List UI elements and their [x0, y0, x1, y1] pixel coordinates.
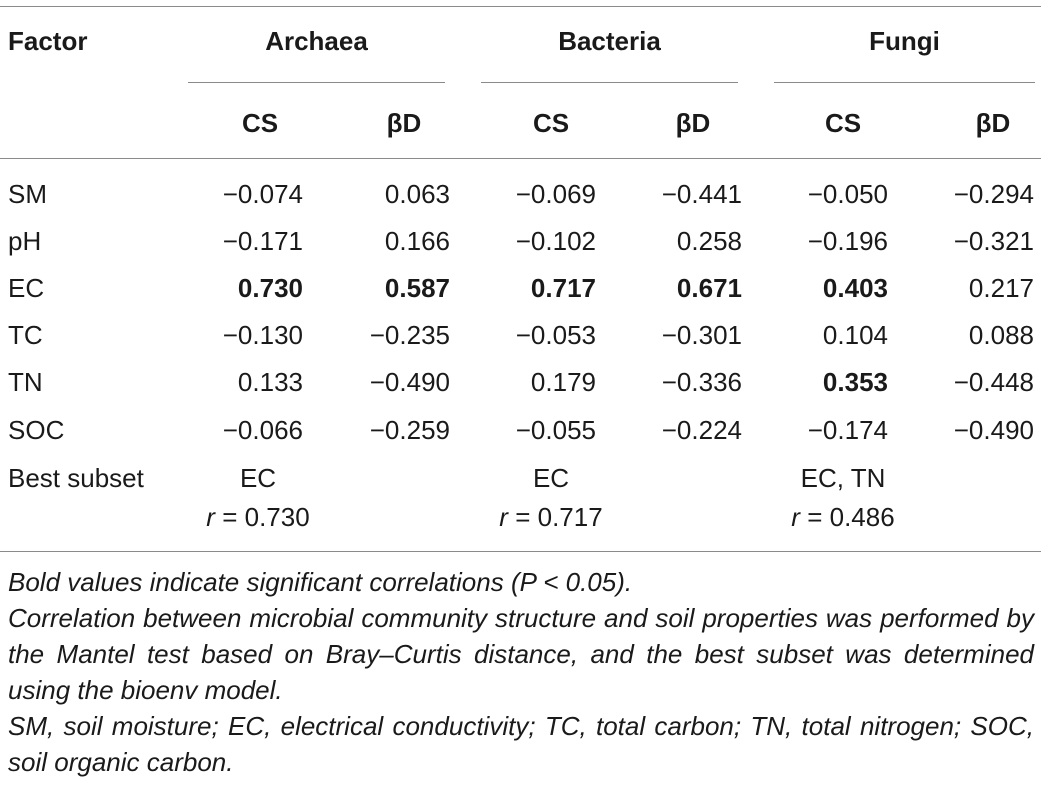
table-cell: −0.321	[953, 226, 1034, 256]
r-symbol: r	[499, 502, 508, 532]
factor-header: Factor	[8, 26, 88, 56]
best-subset-fungi-vars: EC, TN	[800, 463, 886, 493]
table-cell: 0.166	[384, 226, 450, 256]
table-cell: −0.301	[661, 320, 742, 350]
bacteria-group-rule	[481, 82, 738, 83]
row-factor-label: SOC	[8, 415, 65, 445]
table-cell: −0.171	[222, 226, 303, 256]
table-cell: 0.063	[384, 179, 450, 209]
r-value: = 0.730	[222, 502, 310, 532]
row-factor-label: SM	[8, 179, 47, 209]
table-cell: 0.403	[822, 273, 888, 303]
table-cell: −0.294	[953, 179, 1034, 209]
table-cell: −0.235	[369, 320, 450, 350]
r-symbol: r	[206, 502, 215, 532]
row-factor-label: pH	[8, 226, 42, 256]
table-cell: 0.671	[676, 273, 742, 303]
fungi-group-rule	[774, 82, 1035, 83]
table-cell: −0.224	[661, 415, 742, 445]
row-factor-label: TN	[8, 367, 43, 397]
table-cell: −0.490	[369, 367, 450, 397]
table-cell: 0.717	[530, 273, 596, 303]
group-header-bacteria: Bacteria	[558, 26, 661, 56]
table-cell: −0.174	[807, 415, 888, 445]
row-factor-label: EC	[8, 273, 45, 303]
table-cell: 0.730	[237, 273, 303, 303]
table-cell: −0.130	[222, 320, 303, 350]
table-cell: −0.074	[222, 179, 303, 209]
table-cell: 0.353	[822, 367, 888, 397]
header-bottom-rule	[0, 158, 1041, 159]
best-subset-bacteria-vars: EC	[532, 463, 570, 493]
table-cell: −0.196	[807, 226, 888, 256]
best-subset-label: Best subset	[8, 463, 144, 493]
group-header-fungi: Fungi	[869, 26, 940, 56]
best-subset-fungi-r	[743, 502, 943, 532]
table-cell: 0.088	[968, 320, 1034, 350]
subheader-fungi-bd: βD	[975, 108, 1011, 138]
subheader-archaea-bd: βD	[386, 108, 422, 138]
table-cell: 0.104	[822, 320, 888, 350]
table-cell: −0.259	[369, 415, 450, 445]
table-cell: −0.055	[515, 415, 596, 445]
subheader-archaea-cs: CS	[241, 108, 279, 138]
subheader-bacteria-cs: CS	[532, 108, 570, 138]
table-cell: 0.258	[676, 226, 742, 256]
table-cell: −0.050	[807, 179, 888, 209]
footnote-abbreviations: SM, soil moisture; EC, electrical conductivity; TC, total carbon; TN, total nitrogen; SOC, soil organic carbon.	[8, 711, 1034, 777]
table-cell: −0.441	[661, 179, 742, 209]
subheader-bacteria-bd: βD	[675, 108, 711, 138]
table-bottom-rule	[0, 551, 1041, 552]
footnote-bold-values: Bold values indicate significant correlations (P < 0.05).	[8, 567, 633, 597]
table-cell: 0.217	[968, 273, 1034, 303]
table-cell: −0.490	[953, 415, 1034, 445]
table-cell: 0.587	[384, 273, 450, 303]
table-cell: 0.133	[237, 367, 303, 397]
table-cell: −0.336	[661, 367, 742, 397]
r-symbol: r	[791, 502, 800, 532]
r-value: = 0.717	[515, 502, 603, 532]
best-subset-archaea-r	[158, 502, 358, 532]
table-cell: −0.448	[953, 367, 1034, 397]
row-factor-label: TC	[8, 320, 43, 350]
subheader-fungi-cs: CS	[824, 108, 862, 138]
table-cell: −0.053	[515, 320, 596, 350]
table-cell: −0.069	[515, 179, 596, 209]
table-cell: 0.179	[530, 367, 596, 397]
group-header-archaea: Archaea	[265, 26, 368, 56]
top-rule	[0, 6, 1041, 7]
best-subset-archaea-vars: EC	[239, 463, 277, 493]
footnote-method: Correlation between microbial community structure and soil properties was performed by the Mantel test based on Bray–Curtis distance, and the best subset was determined using the bioenv model.	[8, 603, 1034, 705]
archaea-group-rule	[188, 82, 445, 83]
table-cell: −0.102	[515, 226, 596, 256]
table-cell: −0.066	[222, 415, 303, 445]
r-value: = 0.486	[807, 502, 895, 532]
best-subset-bacteria-r	[451, 502, 651, 532]
